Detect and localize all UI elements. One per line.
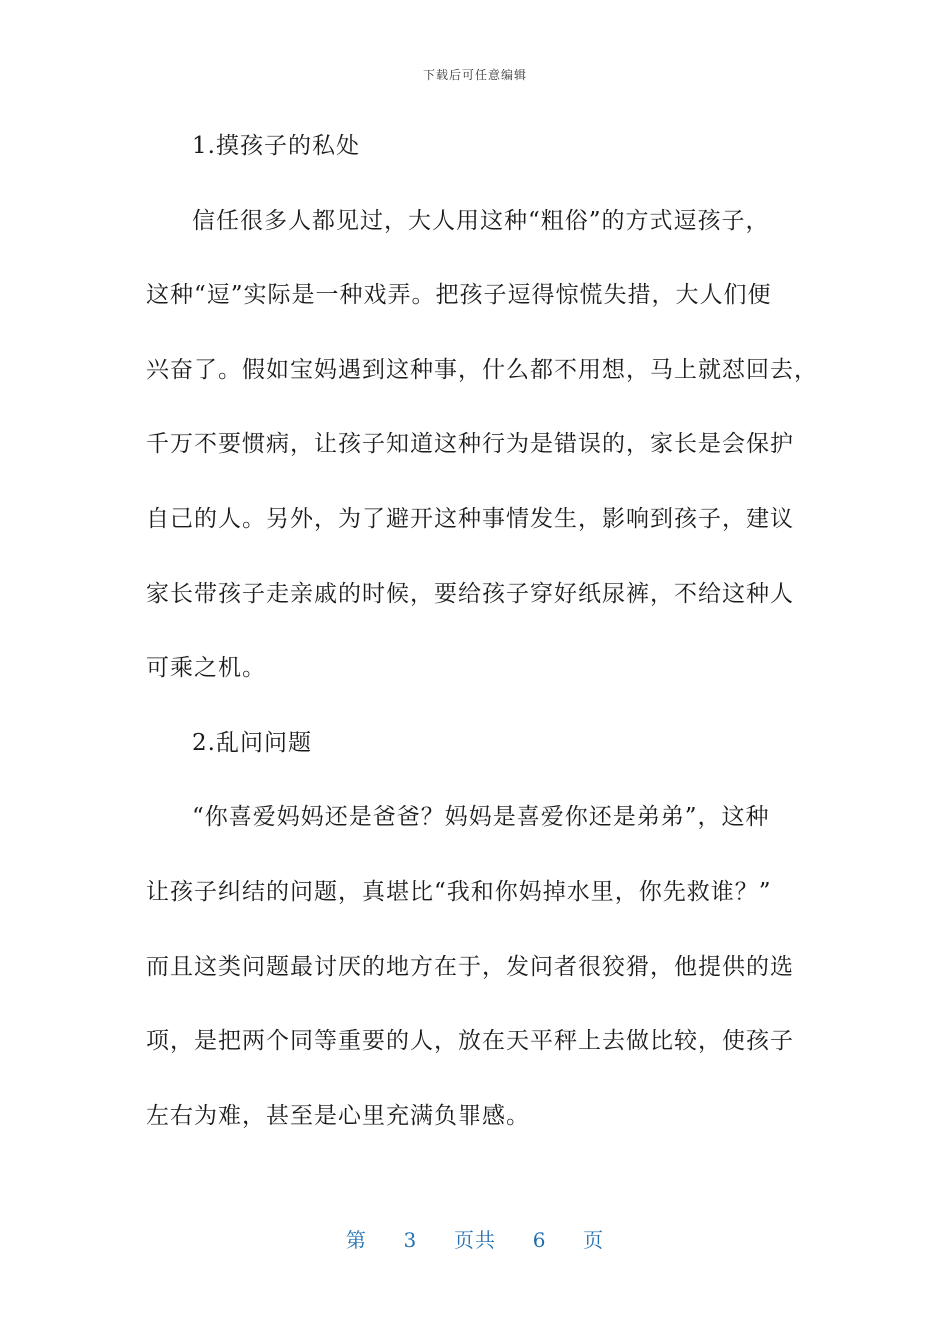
paragraph-line: 左右为难，甚至是心里充满负罪感。 (146, 1102, 530, 1129)
paragraph-line: 信任很多人都见过，大人用这种“粗俗”的方式逗孩子， (192, 207, 770, 234)
paragraph-line: 可乘之机。 (146, 655, 266, 682)
footer-middle: 页共 (454, 1228, 496, 1252)
paragraph-line: 这种“逗”实际是一种戏弄。把孩子逗得惊慌失措，大人们便 (146, 282, 772, 309)
section-heading-1: 1.摸孩子的私处 (192, 133, 360, 159)
paragraph-line: 家长带孩子走亲戚的时候，要给孩子穿好纸尿裤，不给这种人 (146, 580, 794, 607)
document-body (146, 124, 818, 1168)
paragraph-line: 自己的人。另外，为了避开这种事情发生，影响到孩子，建议 (146, 505, 794, 532)
footer-suffix: 页 (583, 1228, 605, 1252)
footer-total-pages: 6 (532, 1228, 547, 1252)
footer-current-page: 3 (403, 1228, 418, 1252)
paragraph-line: 而且这类问题最讨厌的地方在于，发问者很狡猾，他提供的选 (146, 953, 794, 980)
paragraph-line: “你喜爱妈妈还是爸爸？妈妈是喜爱你还是弟弟”，这种 (192, 804, 770, 831)
section-heading-2: 2.乱问问题 (192, 729, 312, 756)
page-footer (0, 1224, 950, 1253)
footer-prefix: 第 (345, 1228, 367, 1252)
paragraph-line: 项，是把两个同等重要的人，放在天平秤上去做比较，使孩子 (146, 1028, 794, 1055)
paragraph-line: 兴奋了。假如宝妈遇到这种事，什么都不用想，马上就怼回去， (146, 356, 818, 383)
paragraph-line: 千万不要惯病，让孩子知道这种行为是错误的，家长是会保护 (146, 431, 794, 458)
header-note: 下载后可任意编辑 (422, 68, 527, 82)
paragraph-line: 让孩子纠结的问题，真堪比“我和你妈掉水里，你先救谁？” (146, 878, 772, 905)
